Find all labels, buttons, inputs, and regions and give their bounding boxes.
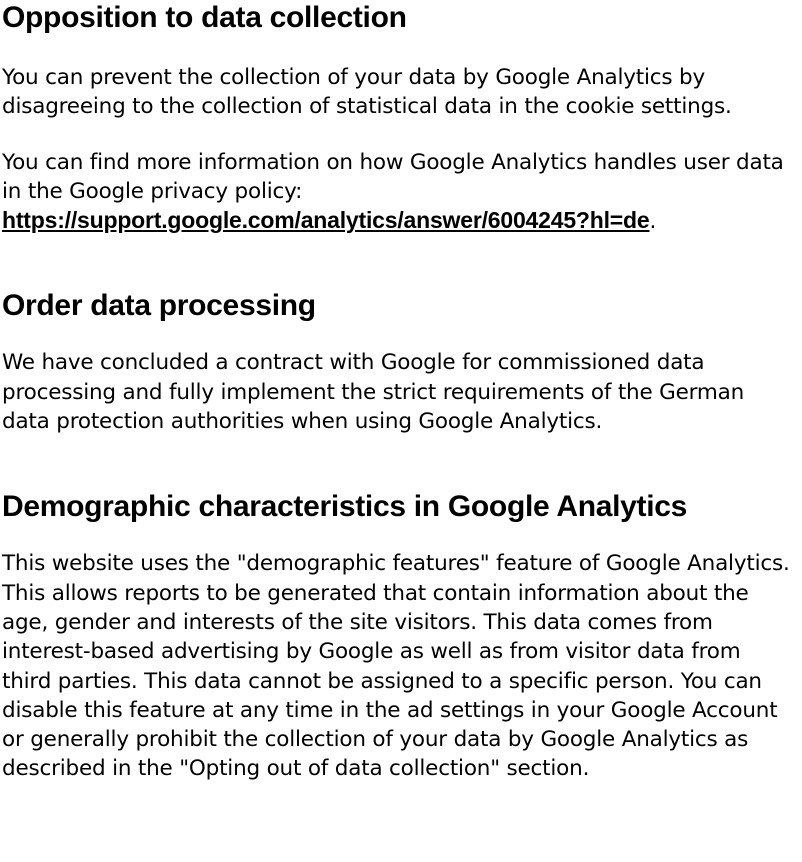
section-title: Demographic characteristics in Google Analytics	[2, 490, 688, 524]
section-paragraph	[2, 148, 792, 237]
section-paragraph: You can prevent the collection of your data by Google Analytics by disagreeing to the collection of statistical data in the cookie settings.	[2, 65, 732, 120]
section-title: Opposition to data collection	[2, 1, 407, 34]
section-paragraph: This website uses the "demographic features" feature of Google Analytics. This allows reports to be generated that contain information about the age, gender and interests of the site visitors. This data comes from interest-based advertising by Google as well as from visitor data from third parties. This data cannot be assigned to a specific person. You can disable this feature at any time in the ad settings in your Google Account or generally prohibit the collection of your data by Google Analytics as described in the "Opting out of data collection" section.	[2, 551, 790, 782]
paragraph-end: .	[649, 209, 657, 235]
section-paragraph: We have concluded a contract with Google for commissioned data processing and fully implement the strict requirements of the German data protection authorities when using Google Analytics.	[2, 350, 745, 435]
section-order-data-processing	[2, 288, 792, 436]
section-title: Order data processing	[2, 289, 316, 323]
google-privacy-policy-link[interactable]: https://support.google.com/analytics/answer/6004245?hl=de	[2, 207, 650, 234]
paragraph-text: You can find more information on how Google Analytics handles user data in the Google privacy policy:	[2, 149, 784, 204]
section-opposition-to-data-collection	[2, 0, 792, 236]
section-demographic-characteristics	[2, 489, 792, 783]
